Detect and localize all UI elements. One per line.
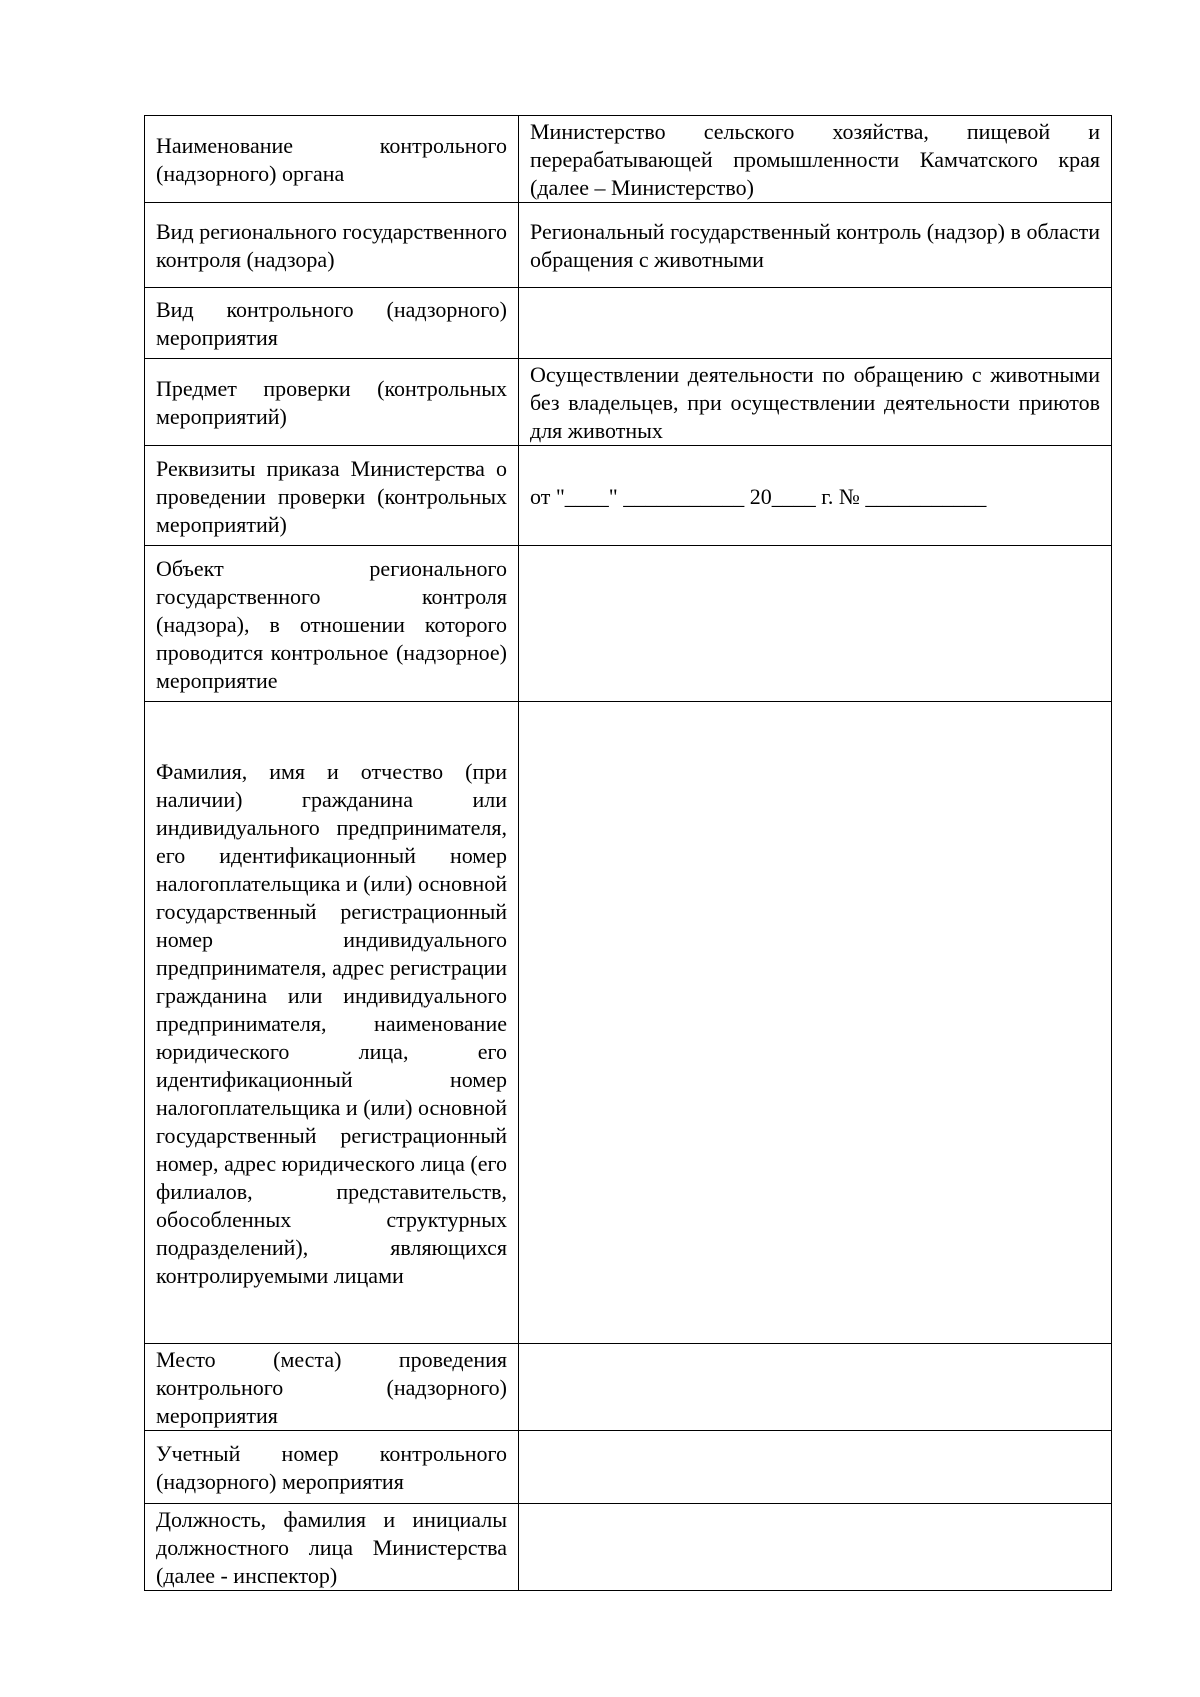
row-label-cell bbox=[145, 1431, 519, 1504]
table-row bbox=[145, 1504, 1112, 1591]
event-place-value-cell[interactable] bbox=[519, 1344, 1112, 1431]
order-details-value-cell[interactable] bbox=[519, 446, 1112, 546]
control-object-value-cell[interactable] bbox=[519, 546, 1112, 702]
table-row bbox=[145, 1344, 1112, 1431]
row-label-cell bbox=[145, 702, 519, 1344]
control-body-name-label: Наименование контрольного (надзорного) органа bbox=[156, 133, 507, 186]
row-label-cell bbox=[145, 359, 519, 446]
row-label-cell bbox=[145, 288, 519, 359]
inspection-subject-label: Предмет проверки (контрольных мероприятий) bbox=[156, 376, 507, 429]
row-value-cell[interactable] bbox=[519, 359, 1112, 446]
row-label-cell bbox=[145, 546, 519, 702]
order-details-label: Реквизиты приказа Министерства о проведении проверки (контрольных мероприятий) bbox=[156, 455, 507, 537]
table-row bbox=[145, 288, 1112, 359]
table-row bbox=[145, 203, 1112, 288]
event-place-label: Место (места) проведения контрольного (надзорного) мероприятия bbox=[156, 1347, 507, 1428]
inspection-form-table bbox=[144, 115, 1112, 1591]
row-label-cell bbox=[145, 116, 519, 203]
row-value-cell[interactable] bbox=[519, 203, 1112, 288]
control-type-value: Региональный государственный контроль (надзор) в области обращения с животными bbox=[530, 219, 1100, 272]
event-type-label: Вид контрольного (надзорного) мероприятия bbox=[156, 297, 507, 350]
inspector-value-cell[interactable] bbox=[519, 1504, 1112, 1591]
row-value-cell[interactable] bbox=[519, 116, 1112, 203]
row-label-cell bbox=[145, 446, 519, 546]
event-number-value-cell[interactable] bbox=[519, 1431, 1112, 1504]
row-label-cell bbox=[145, 1344, 519, 1431]
table-row bbox=[145, 446, 1112, 546]
control-body-name-value: Министерство сельского хозяйства, пищевой и перерабатывающей промышленности Камчатского края (далее – Министерство) bbox=[530, 119, 1100, 200]
order-details-value: от "____" ___________ 20____ г. № ___________ bbox=[530, 483, 987, 509]
controlled-person-value-cell[interactable] bbox=[519, 702, 1112, 1344]
table-row bbox=[145, 546, 1112, 702]
row-label-cell bbox=[145, 1504, 519, 1591]
row-label-cell bbox=[145, 203, 519, 288]
table-row bbox=[145, 359, 1112, 446]
controlled-person-label: Фамилия, имя и отчество (при наличии) гражданина или индивидуального предпринимателя, его идентификационный номер налогоплательщика и (или) основной государственный регистрационный номер индивидуального предпринимателя, адрес регистрации гражданина или индивидуального предпринимателя, наименование юридического лица, его идентификационный номер налогоплательщика и (или) основной государственный регистрационный номер, адрес юридического лица (его филиалов, представительств, обособленных структурных подразделений), являющихся контролируемыми лицами bbox=[156, 758, 507, 1288]
event-number-label: Учетный номер контрольного (надзорного) мероприятия bbox=[156, 1441, 507, 1494]
table-row bbox=[145, 116, 1112, 203]
inspector-label: Должность, фамилия и инициалы должностного лица Министерства (далее - инспектор) bbox=[156, 1507, 507, 1588]
control-type-label: Вид регионального государственного контроля (надзора) bbox=[156, 219, 507, 272]
table-row bbox=[145, 702, 1112, 1344]
control-object-label: Объект регионального государственного контроля (надзора), в отношении которого проводится контрольное (надзорное) мероприятие bbox=[156, 555, 507, 693]
event-type-value-cell[interactable] bbox=[519, 288, 1112, 359]
inspection-subject-value: Осуществлении деятельности по обращению с животными без владельцев, при осуществлении деятельности приютов для животных bbox=[530, 362, 1100, 443]
table-row bbox=[145, 1431, 1112, 1504]
